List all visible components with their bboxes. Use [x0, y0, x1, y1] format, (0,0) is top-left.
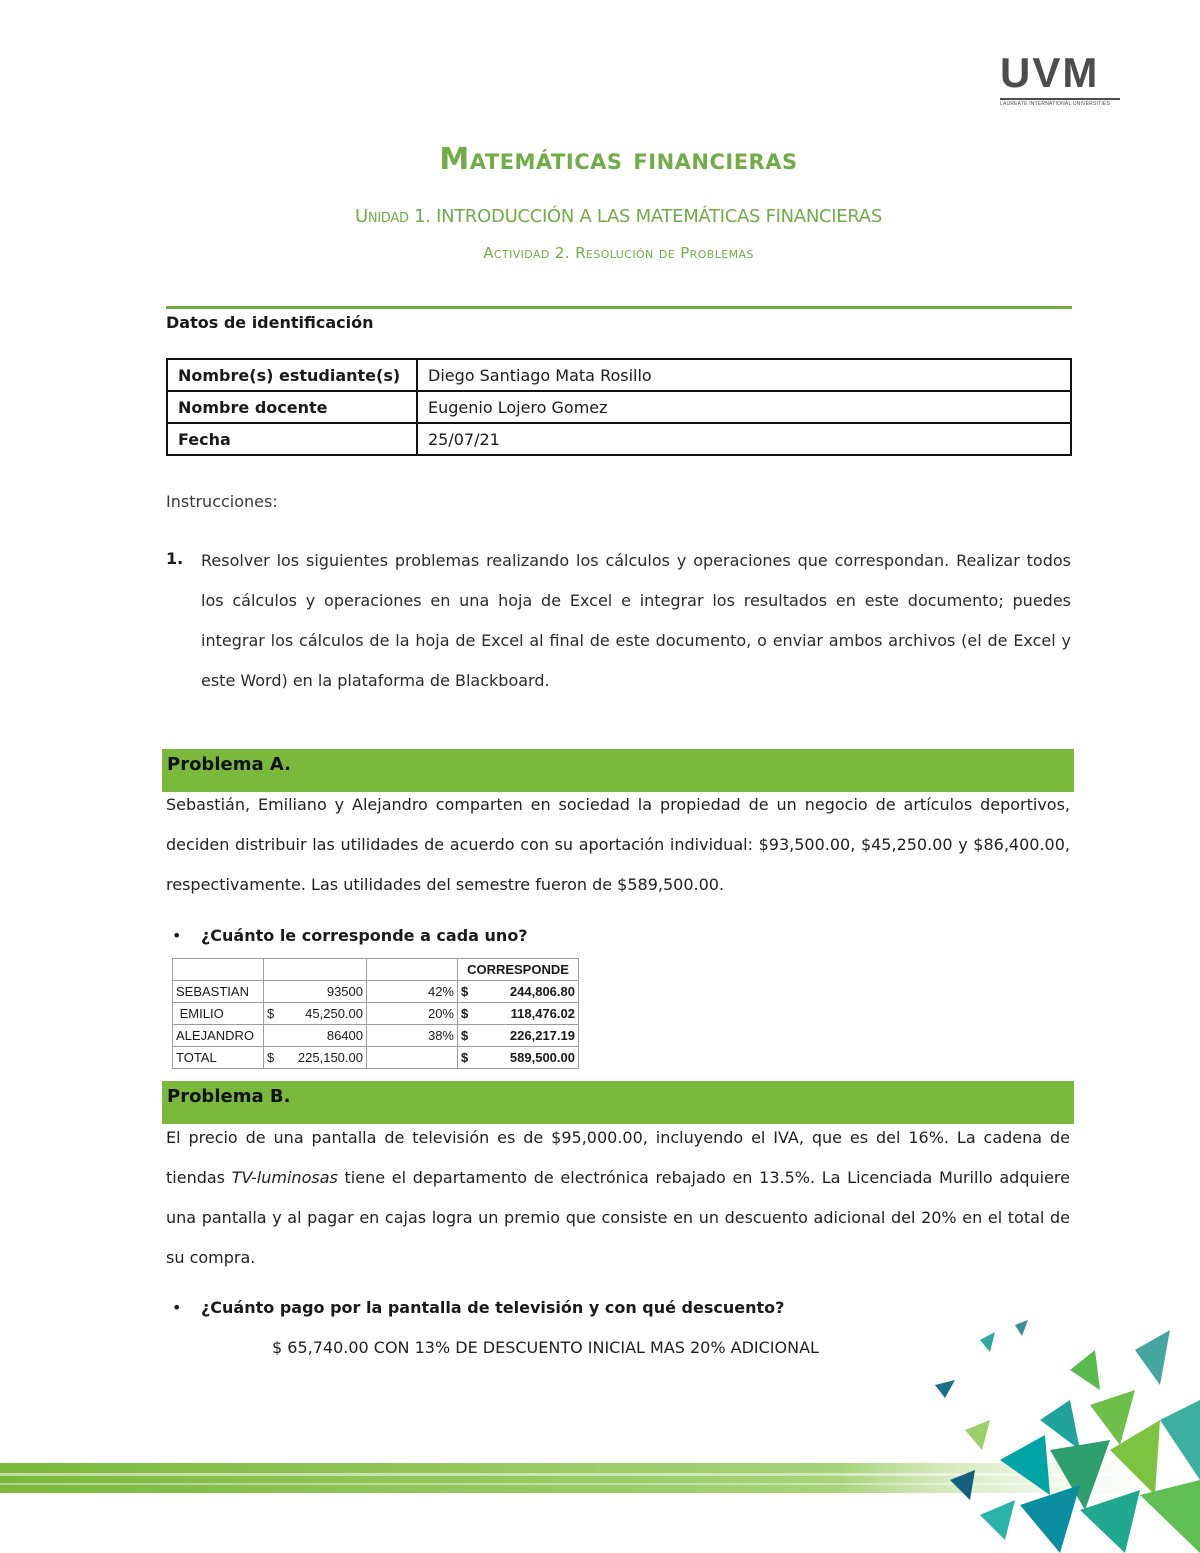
- uvm-logo: [1000, 49, 1122, 111]
- excel-table: [172, 958, 579, 1069]
- identification-heading: Datos de identificación: [166, 313, 374, 332]
- percent-cell: 38%: [367, 1025, 458, 1047]
- student-label: Nombre(s) estudiante(s): [167, 359, 417, 391]
- currency-symbol: $: [461, 984, 469, 999]
- bullet-icon: •: [172, 1298, 182, 1317]
- currency-symbol: $: [461, 1028, 469, 1043]
- instruction-number: 1.: [166, 549, 184, 568]
- student-value: Diego Santiago Mata Rosillo: [417, 359, 1071, 391]
- activity-title: Actividad 2. Resolución de Problemas: [483, 244, 754, 262]
- header-cell: [367, 959, 458, 981]
- percent-cell: [367, 1047, 458, 1069]
- amount-value: 244,806.80: [509, 984, 575, 999]
- logo-rule: [1000, 98, 1120, 100]
- percent-cell: 20%: [367, 1003, 458, 1025]
- teacher-label: Nombre docente: [167, 391, 417, 423]
- amount-cell: [458, 1025, 579, 1047]
- name-cell: ALEJANDRO: [173, 1025, 264, 1047]
- amount-cell: [458, 981, 579, 1003]
- unit-title: Unidad 1. INTRODUCCIÓN A LAS MATEMÁTICAS FINANCIERAS: [355, 206, 882, 227]
- table-row: [173, 1025, 579, 1047]
- polygon-decoration-graphic: [920, 1310, 1200, 1553]
- problem-a-text: Sebastián, Emiliano y Alejandro comparten en sociedad la propiedad de un negocio de artículos deportivos, deciden distribuir las utilidades de acuerdo con su aportación individual: $93,500.00, $45,250.00 y $86,400.00, respectivamente. Las utilidades del semestre fueron de $589,500.00.: [166, 795, 1070, 894]
- currency-symbol: $: [267, 1006, 275, 1021]
- contribution-value: 86400: [326, 1028, 363, 1043]
- table-row: [173, 959, 579, 981]
- table-row: [173, 981, 579, 1003]
- header-cell: [173, 959, 264, 981]
- table-row: [167, 391, 1071, 423]
- amount-value: 226,217.19: [509, 1028, 575, 1043]
- problem-b-question: ¿Cuánto pago por la pantalla de televisión y con qué descuento?: [201, 1298, 785, 1317]
- problem-b-text-part1: El precio de una pantalla de televisión es de $95,000.00, incluyendo el IVA, que es del 16%. La cadena de tiendas: [166, 1128, 1070, 1187]
- amount-value: 589,500.00: [509, 1050, 575, 1065]
- currency-symbol: $: [267, 1050, 275, 1065]
- table-row: [167, 359, 1071, 391]
- problem-b-text-part2: tiene el departamento de electrónica rebajado en 13.5%. La Licenciada Murillo adquiere una pantalla y al pagar en cajas logra un premio que consiste en un descuento adicional del 20% en el total de su compra.: [166, 1168, 1070, 1267]
- problem-b-text: [166, 1118, 1070, 1278]
- header-cell: CORRESPONDE: [458, 959, 579, 981]
- problem-a-question: ¿Cuánto le corresponde a cada uno?: [201, 926, 528, 945]
- logo-subtitle: LAUREATE INTERNATIONAL UNIVERSITIES: [1000, 101, 1110, 107]
- logo-text: UVM: [1000, 49, 1100, 96]
- contribution-cell: [264, 1025, 367, 1047]
- identification-table: [166, 358, 1072, 456]
- document-title: Matemáticas financieras: [439, 142, 798, 177]
- problem-b-answer: $ 65,740.00 CON 13% DE DESCUENTO INICIAL MAS 20% ADICIONAL: [272, 1338, 819, 1357]
- name-cell: EMILIO: [173, 1003, 264, 1025]
- teacher-value: Eugenio Lojero Gomez: [417, 391, 1071, 423]
- table-row: [173, 1047, 579, 1069]
- problem-a-title: Problema A.: [167, 754, 291, 775]
- currency-symbol: $: [461, 1006, 469, 1021]
- header-cell: [264, 959, 367, 981]
- percent-cell: 42%: [367, 981, 458, 1003]
- instruction-text: Resolver los siguientes problemas realizando los cálculos y operaciones que correspondan. Realizar todos los cálculos y operaciones en una hoja de Excel e integrar los resultados en este documento; puedes integrar los cálculos de la hoja de Excel al final de este documento, o enviar ambos archivos (el de Excel y este Word) en la plataforma de Blackboard.: [201, 551, 1071, 690]
- currency-symbol: $: [461, 1050, 469, 1065]
- table-row: [167, 423, 1071, 455]
- date-label: Fecha: [167, 423, 417, 455]
- amount-cell: [458, 1003, 579, 1025]
- amount-value: 118,476.02: [510, 1006, 575, 1021]
- instructions-heading: Instrucciones:: [166, 492, 278, 511]
- name-cell: TOTAL: [173, 1047, 264, 1069]
- contribution-cell: [264, 1047, 367, 1069]
- contribution-value: 93500: [326, 984, 363, 999]
- contribution-cell: [264, 981, 367, 1003]
- store-name: TV-luminosas: [231, 1168, 338, 1187]
- contribution-value: 45,250.00: [305, 1006, 363, 1021]
- amount-cell: [458, 1047, 579, 1069]
- table-row: [173, 1003, 579, 1025]
- header-divider: [166, 306, 1072, 309]
- date-value: 25/07/21: [417, 423, 1071, 455]
- problem-b-title: Problema B.: [167, 1086, 291, 1107]
- contribution-value: 225,150.00: [297, 1050, 363, 1065]
- name-cell: SEBASTIAN: [173, 981, 264, 1003]
- contribution-cell: [264, 1003, 367, 1025]
- bullet-icon: •: [172, 926, 182, 945]
